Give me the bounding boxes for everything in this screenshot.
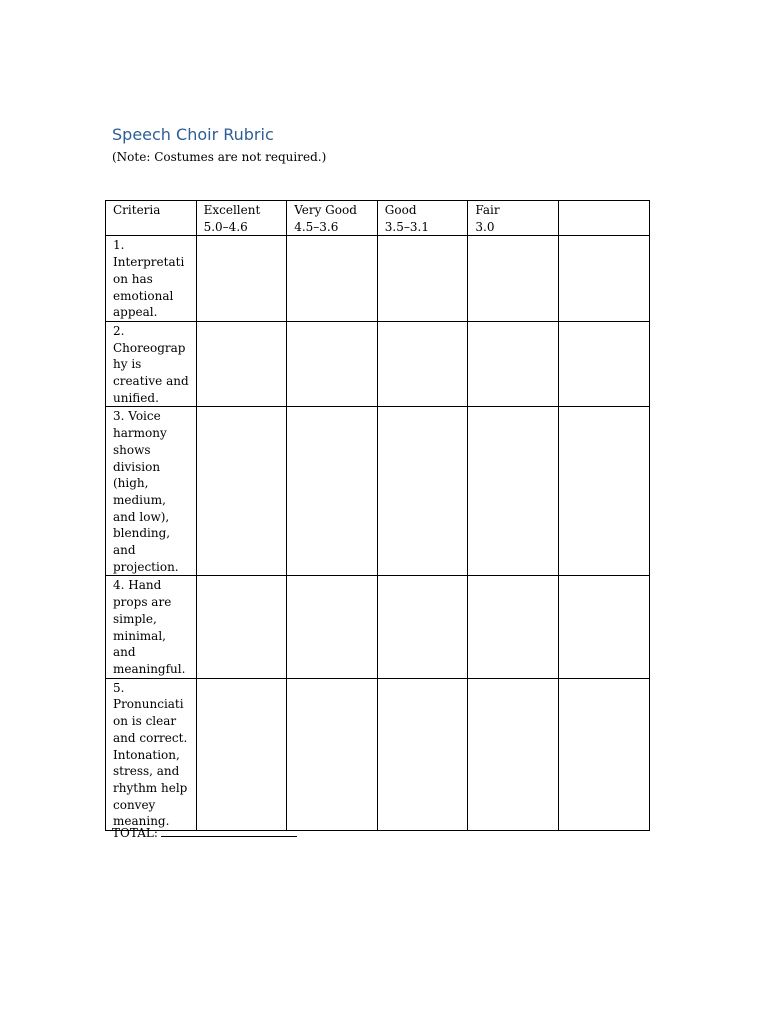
score-cell-good — [377, 236, 468, 322]
header-fair-label: Fair — [475, 203, 500, 217]
criterion-cell: 4. Hand props are simple, minimal, and meaningful. — [106, 576, 197, 678]
score-cell-fair — [468, 321, 559, 407]
criterion-cell: 2. Choreography is creative and unified. — [106, 321, 197, 407]
score-cell-good — [377, 678, 468, 830]
score-cell-good — [377, 407, 468, 576]
header-fair-range: 3.0 — [475, 219, 495, 234]
score-cell-fair — [468, 576, 559, 678]
score-cell-very-good — [287, 236, 378, 322]
page-title: Speech Choir Rubric — [112, 125, 274, 144]
table-row — [106, 678, 650, 830]
criterion-cell: 3. Voice harmony shows division (high, medium, and low), blending, and projection. — [106, 407, 197, 576]
costume-note: (Note: Costumes are not required.) — [112, 150, 327, 164]
score-cell-excellent — [196, 407, 287, 576]
score-cell-extra — [558, 576, 649, 678]
score-cell-fair — [468, 407, 559, 576]
header-very-good — [287, 201, 378, 236]
score-cell-extra — [558, 407, 649, 576]
score-cell-very-good — [287, 678, 378, 830]
total-label: TOTAL: — [112, 826, 158, 840]
score-cell-fair — [468, 236, 559, 322]
header-criteria-label: Criteria — [113, 203, 161, 217]
score-cell-good — [377, 321, 468, 407]
header-fair — [468, 201, 559, 236]
header-excellent — [196, 201, 287, 236]
header-excellent-range: 5.0–4.6 — [203, 219, 248, 234]
table-row — [106, 407, 650, 576]
total-blank-line — [161, 825, 297, 837]
score-cell-good — [377, 576, 468, 678]
criterion-cell: 1. Interpretation has emotional appeal. — [106, 236, 197, 322]
score-cell-excellent — [196, 321, 287, 407]
score-cell-excellent — [196, 678, 287, 830]
table-row — [106, 321, 650, 407]
header-row — [106, 201, 650, 236]
header-very-good-range: 4.5–3.6 — [294, 219, 339, 234]
score-cell-fair — [468, 678, 559, 830]
header-criteria — [106, 201, 197, 236]
score-cell-very-good — [287, 576, 378, 678]
header-extra — [558, 201, 649, 236]
score-cell-very-good — [287, 407, 378, 576]
score-cell-excellent — [196, 236, 287, 322]
table-row — [106, 576, 650, 678]
table-row — [106, 236, 650, 322]
header-very-good-label: Very Good — [294, 203, 357, 217]
rubric-table — [105, 200, 650, 831]
score-cell-extra — [558, 236, 649, 322]
header-good-range: 3.5–3.1 — [384, 219, 429, 234]
criterion-cell: 5. Pronunciation is clear and correct. Intonation, stress, and rhythm help convey meaning. — [106, 678, 197, 830]
score-cell-extra — [558, 321, 649, 407]
header-good-label: Good — [384, 203, 417, 217]
header-excellent-label: Excellent — [203, 203, 261, 217]
header-good — [377, 201, 468, 236]
total-line — [112, 825, 297, 841]
score-cell-extra — [558, 678, 649, 830]
score-cell-very-good — [287, 321, 378, 407]
score-cell-excellent — [196, 576, 287, 678]
